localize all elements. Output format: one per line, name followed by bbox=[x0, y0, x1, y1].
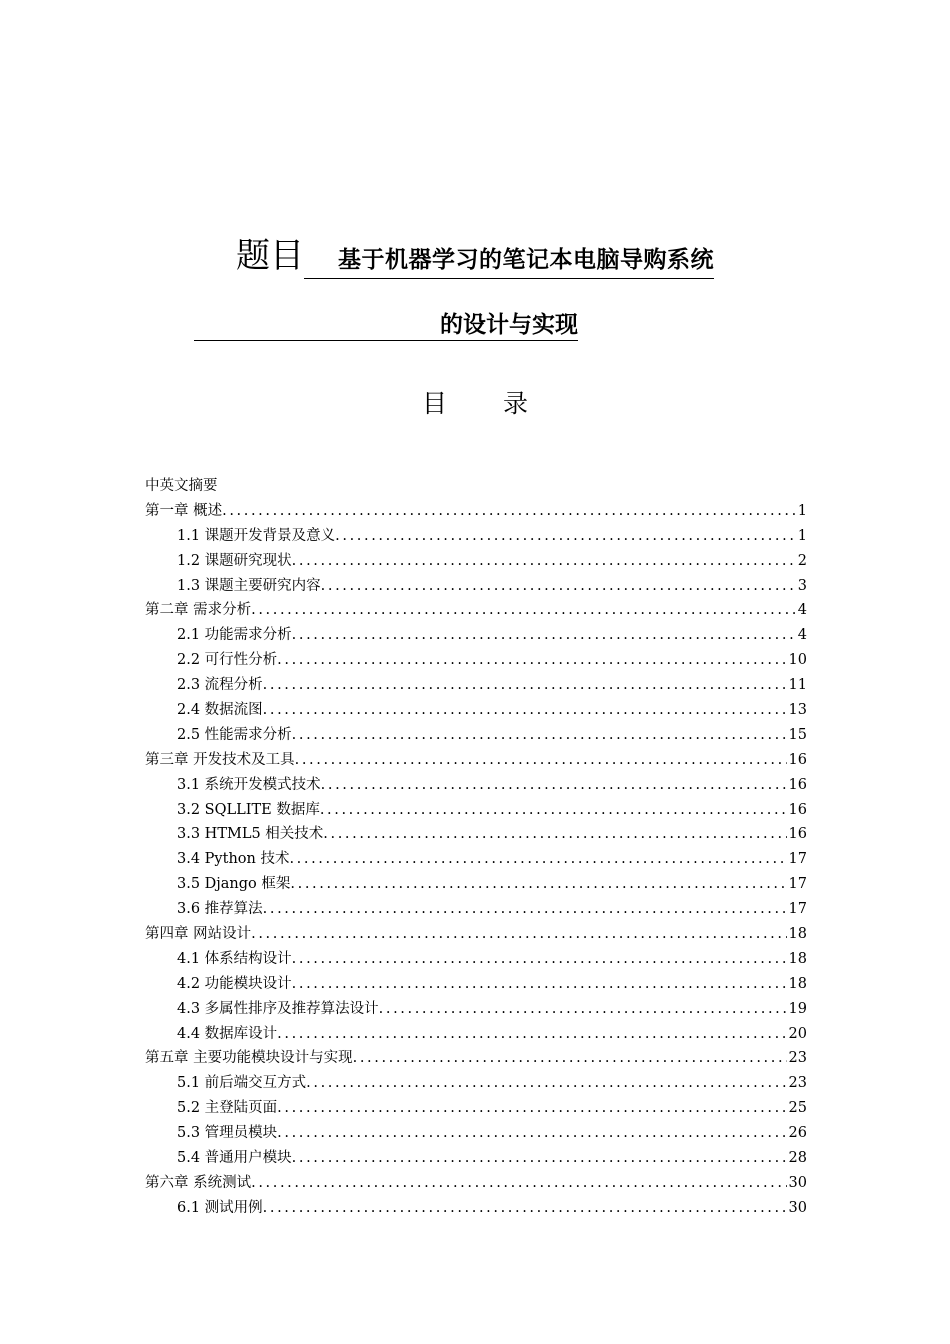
toc-entry-label: 3.5 Django 框架 bbox=[177, 876, 291, 893]
toc-page-number: 16 bbox=[788, 801, 807, 818]
toc-page-number: 26 bbox=[788, 1125, 807, 1142]
toc-section-entry[interactable] bbox=[145, 872, 807, 897]
toc-page-number: 23 bbox=[788, 1075, 807, 1092]
toc-chapter-entry[interactable] bbox=[145, 1171, 807, 1196]
toc-page-number: 17 bbox=[788, 876, 807, 893]
toc-chapter-entry[interactable] bbox=[145, 598, 807, 623]
toc-section-entry[interactable] bbox=[145, 822, 807, 847]
toc-dot-leader bbox=[292, 623, 796, 648]
toc-entry-label: 3.3 HTML5 相关技术 bbox=[177, 826, 324, 843]
toc-entry-label: 2.5 性能需求分析 bbox=[177, 726, 292, 743]
toc-section-entry[interactable] bbox=[145, 1121, 807, 1146]
toc-page-number: 16 bbox=[788, 826, 807, 843]
toc-entry-label: 2.4 数据流图 bbox=[177, 702, 263, 719]
toc-dot-leader bbox=[289, 847, 786, 872]
toc-section-entry[interactable] bbox=[145, 1196, 807, 1221]
toc-page-number: 17 bbox=[788, 901, 807, 918]
toc-page-number: 18 bbox=[788, 950, 807, 967]
toc-entry-label: 第一章 概述 bbox=[145, 502, 223, 519]
toc-page-number: 4 bbox=[797, 602, 807, 619]
toc-section-entry[interactable] bbox=[145, 1071, 807, 1096]
toc-dot-leader bbox=[321, 773, 787, 798]
toc-dot-leader bbox=[295, 748, 787, 773]
toc-section-entry[interactable] bbox=[145, 773, 807, 798]
toc-chapter-entry[interactable] bbox=[145, 748, 807, 773]
toc-dot-leader bbox=[292, 723, 787, 748]
toc-entry-label: 4.2 功能模块设计 bbox=[177, 975, 292, 992]
toc-dot-leader bbox=[290, 872, 786, 897]
toc-dot-leader bbox=[335, 524, 796, 549]
toc-entry-label: 3.1 系统开发模式技术 bbox=[177, 776, 321, 793]
toc-section-entry[interactable] bbox=[145, 524, 807, 549]
toc-page-number: 2 bbox=[797, 552, 807, 569]
toc-page-number: 18 bbox=[788, 926, 807, 943]
toc-page-number: 13 bbox=[788, 702, 807, 719]
toc-entry-label: 3.2 SQLLITE 数据库 bbox=[177, 801, 320, 818]
toc-chapter-entry[interactable] bbox=[145, 474, 807, 499]
toc-dot-leader bbox=[277, 1096, 786, 1121]
document-title bbox=[0, 228, 950, 279]
toc-dot-leader bbox=[292, 947, 787, 972]
toc-entry-label: 2.2 可行性分析 bbox=[177, 652, 278, 669]
toc-page-number: 23 bbox=[788, 1050, 807, 1067]
toc-page-number: 17 bbox=[788, 851, 807, 868]
toc-dot-leader bbox=[321, 574, 796, 599]
toc-entry-label: 4.3 多属性排序及推荐算法设计 bbox=[177, 1000, 379, 1017]
toc-section-entry[interactable] bbox=[145, 1146, 807, 1171]
toc-dot-leader bbox=[320, 798, 787, 823]
toc-page-number: 20 bbox=[788, 1025, 807, 1042]
title-text-line1: 基于机器学习的笔记本电脑导购系统 bbox=[304, 242, 714, 279]
toc-dot-leader bbox=[277, 648, 786, 673]
toc-entry-label: 第三章 开发技术及工具 bbox=[145, 751, 295, 768]
toc-dot-leader bbox=[263, 673, 787, 698]
toc-chapter-entry[interactable] bbox=[145, 922, 807, 947]
toc-page-number: 11 bbox=[788, 677, 807, 694]
toc-dot-leader bbox=[277, 1121, 786, 1146]
toc-entry-label: 5.3 管理员模块 bbox=[177, 1125, 278, 1142]
toc-page-number: 18 bbox=[788, 975, 807, 992]
toc-dot-leader bbox=[323, 822, 786, 847]
toc-section-entry[interactable] bbox=[145, 549, 807, 574]
toc-section-entry[interactable] bbox=[145, 648, 807, 673]
toc-section-entry[interactable] bbox=[145, 798, 807, 823]
toc-entry-label: 2.3 流程分析 bbox=[177, 677, 263, 694]
toc-entry-label: 中英文摘要 bbox=[145, 478, 218, 494]
toc-page-number: 25 bbox=[788, 1100, 807, 1117]
toc-page-number: 30 bbox=[788, 1199, 807, 1216]
toc-page-number: 16 bbox=[788, 751, 807, 768]
toc-entry-label: 4.1 体系结构设计 bbox=[177, 950, 292, 967]
toc-dot-leader bbox=[277, 1022, 786, 1047]
toc-entry-label: 3.4 Python 技术 bbox=[177, 851, 290, 868]
toc-section-entry[interactable] bbox=[145, 897, 807, 922]
toc-dot-leader bbox=[292, 972, 787, 997]
toc-section-entry[interactable] bbox=[145, 1096, 807, 1121]
toc-dot-leader bbox=[251, 598, 796, 623]
toc-dot-leader bbox=[292, 549, 796, 574]
toc-page-number: 4 bbox=[797, 627, 807, 644]
toc-page-number: 10 bbox=[788, 652, 807, 669]
toc-entry-label: 1.2 课题研究现状 bbox=[177, 552, 292, 569]
toc-page-number: 16 bbox=[788, 776, 807, 793]
toc-page-number: 30 bbox=[788, 1174, 807, 1191]
toc-chapter-entry[interactable] bbox=[145, 499, 807, 524]
toc-entry-label: 4.4 数据库设计 bbox=[177, 1025, 278, 1042]
toc-dot-leader bbox=[379, 997, 787, 1022]
toc-heading: 目 录 bbox=[422, 389, 552, 418]
toc-section-entry[interactable] bbox=[145, 1022, 807, 1047]
toc-dot-leader bbox=[263, 698, 787, 723]
toc-dot-leader bbox=[263, 1196, 787, 1221]
toc-page-number: 28 bbox=[788, 1150, 807, 1167]
toc-dot-leader bbox=[263, 897, 787, 922]
toc-page-number: 1 bbox=[797, 527, 807, 544]
toc-entry-label: 6.1 测试用例 bbox=[177, 1199, 263, 1216]
toc-entry-label: 3.6 推荐算法 bbox=[177, 901, 263, 918]
toc-section-entry[interactable] bbox=[145, 723, 807, 748]
toc-section-entry[interactable] bbox=[145, 972, 807, 997]
toc-section-entry[interactable] bbox=[145, 847, 807, 872]
toc-dot-leader bbox=[251, 922, 786, 947]
toc-page-number: 3 bbox=[797, 577, 807, 594]
toc-entry-label: 1.1 课题开发背景及意义 bbox=[177, 527, 336, 544]
toc-page-number: 1 bbox=[797, 502, 807, 519]
toc-entry-label: 5.4 普通用户模块 bbox=[177, 1150, 292, 1167]
toc-entry-label: 2.1 功能需求分析 bbox=[177, 627, 292, 644]
toc-dot-leader bbox=[353, 1046, 787, 1071]
toc-section-entry[interactable] bbox=[145, 574, 807, 599]
toc-page-number: 19 bbox=[788, 1000, 807, 1017]
toc-entry-label: 5.2 主登陆页面 bbox=[177, 1100, 278, 1117]
toc-section-entry[interactable] bbox=[145, 698, 807, 723]
toc-dot-leader bbox=[222, 499, 796, 524]
toc-chapter-entry[interactable] bbox=[145, 1046, 807, 1071]
toc-entry-label: 第二章 需求分析 bbox=[145, 602, 252, 619]
toc-entry-label: 第五章 主要功能模块设计与实现 bbox=[145, 1050, 353, 1067]
toc-dot-leader bbox=[251, 1171, 786, 1196]
toc-dot-leader bbox=[292, 1146, 787, 1171]
toc-entry-label: 第四章 网站设计 bbox=[145, 926, 252, 943]
title-text-line2: 的设计与实现 bbox=[194, 310, 578, 341]
toc-section-entry[interactable] bbox=[145, 673, 807, 698]
toc-dot-leader bbox=[306, 1071, 786, 1096]
table-of-contents bbox=[145, 474, 807, 1221]
toc-page-number: 15 bbox=[788, 726, 807, 743]
toc-entry-label: 1.3 课题主要研究内容 bbox=[177, 577, 321, 594]
title-label: 题目 bbox=[236, 236, 304, 276]
toc-section-entry[interactable] bbox=[145, 947, 807, 972]
toc-entry-label: 5.1 前后端交互方式 bbox=[177, 1075, 307, 1092]
toc-entry-label: 第六章 系统测试 bbox=[145, 1174, 252, 1191]
toc-section-entry[interactable] bbox=[145, 623, 807, 648]
toc-section-entry[interactable] bbox=[145, 997, 807, 1022]
